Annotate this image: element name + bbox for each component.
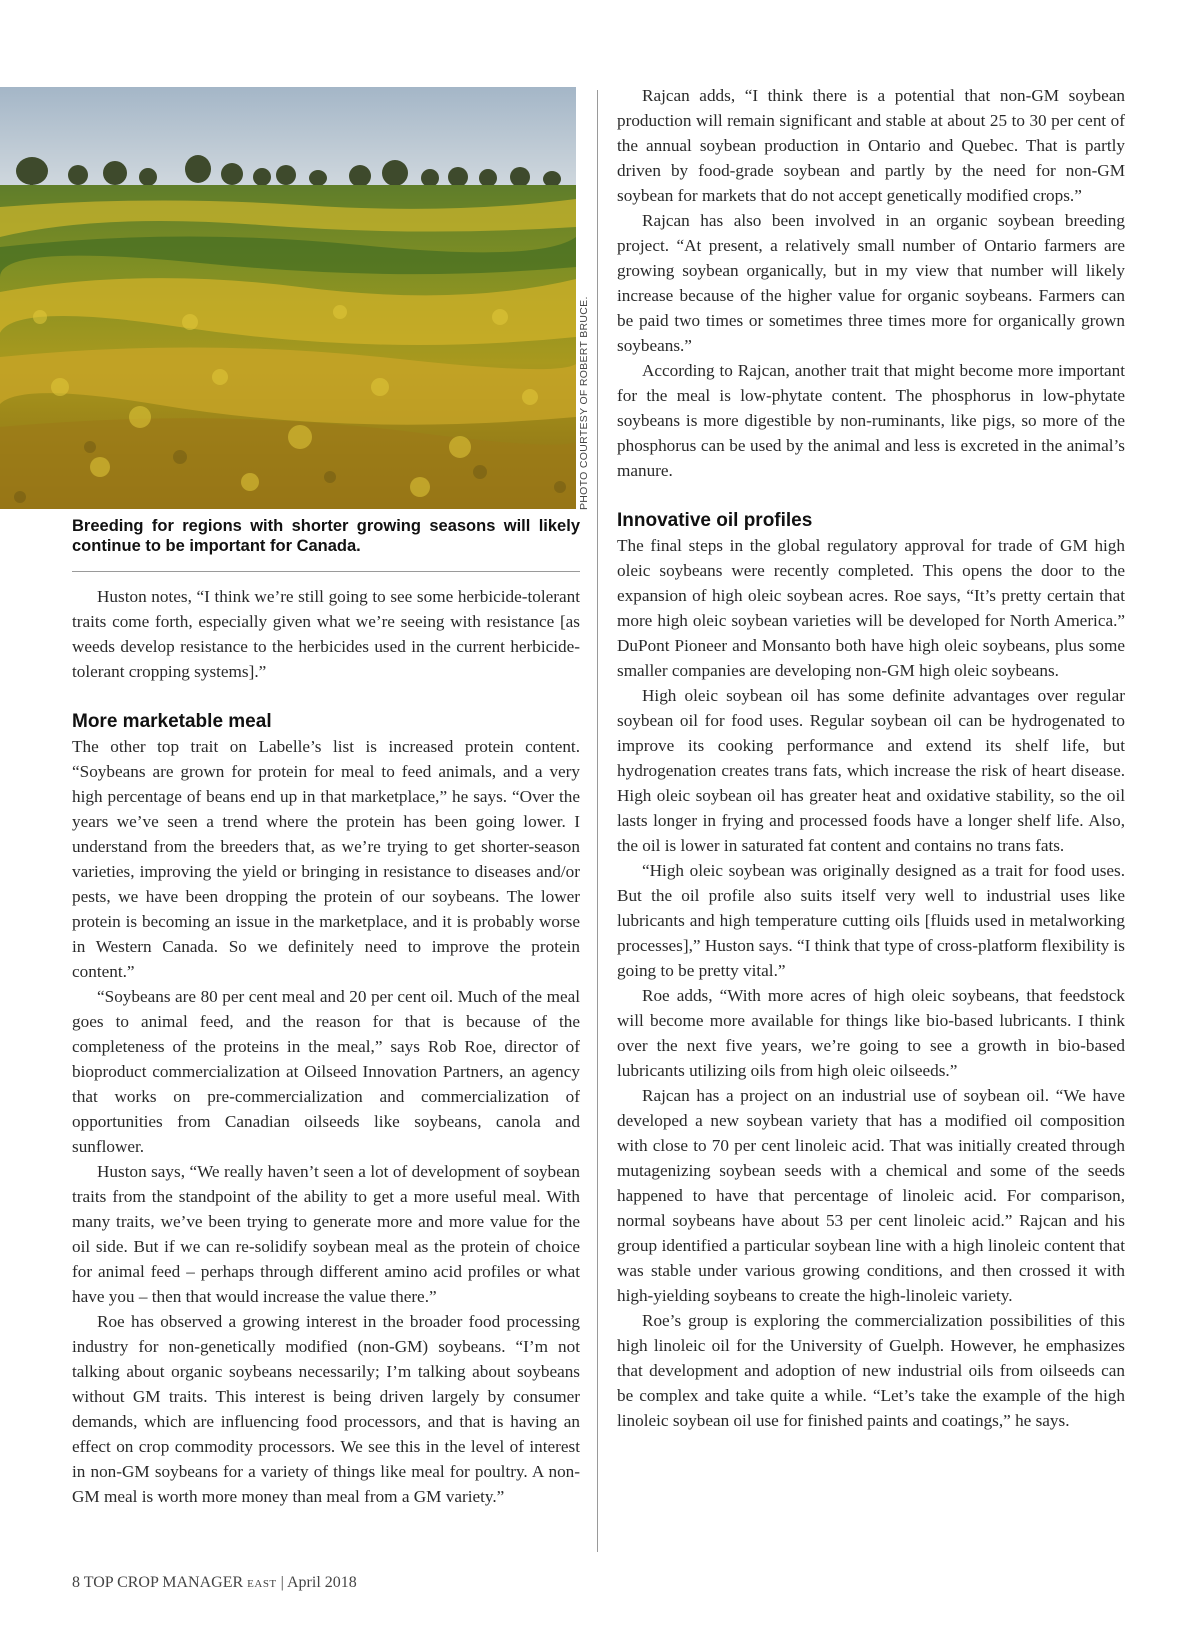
left-paragraph-4: Huston says, “We really haven’t seen a lot of development of soybean traits from the standpoint of the ability to get a more useful meal. With many traits, we’ve been trying to generate more and more value for the oil side. But if we can re-solidify soybean meal as the protein of choice for animal feed – perhaps through different amino acid profiles or what have you – then that would increase the value there.” — [72, 1162, 580, 1306]
issue-date: April 2018 — [286, 1574, 357, 1591]
right-paragraph-8: Rajcan has a project on an industrial use of soybean oil. “We have developed a new soybean variety that has a modified oil composition with close to 70 per cent linoleic acid. That was initially created through mutagenizing soybean seeds with a chemical and some of the seeds happened to have that percentage of linoleic acid. For comparison, normal soybeans have about 53 per cent linoleic acid.” Rajcan and his group identified a particular soybean line with a high linoleic content that was stable under various growing conditions, and then crossed it with high-yielding soybeans to create the high-linoleic variety. — [617, 1086, 1125, 1305]
left-paragraph-3: “Soybeans are 80 per cent meal and 20 per cent oil. Much of the meal goes to animal feed, and the reason for that is because of the completeness of the proteins in the meal,” says Rob Roe, director of bioproduct commercialization at Oilseed Innovation Partners, an agency that works on pre-commercialization and commercialization of opportunities from Canadian oilseeds like soybeans, canola and sunflower. — [72, 987, 580, 1156]
caption-divider — [72, 571, 580, 572]
right-column — [617, 83, 1125, 1433]
right-paragraph-4: The final steps in the global regulatory approval for trade of GM high oleic soybeans were recently completed. This opens the door to the expansion of high oleic soybean acres. Roe says, “It’s pretty certain that more high oleic soybean varieties will be developed for North America.” DuPont Pioneer and Monsanto both have high oleic soybeans, plus some smaller companies are developing non-GM high oleic soybeans. — [617, 536, 1125, 680]
photo-credit: PHOTO COURTESY OF ROBERT BRUCE. — [578, 296, 590, 510]
left-column — [72, 584, 580, 1509]
right-paragraph-9: Roe’s group is exploring the commercialization possibilities of this high linoleic oil for the University of Guelph. However, he emphasizes that development and adoption of new industrial oils from oilseeds can be complex and take quite a while. “Let’s take the example of the high linoleic soybean oil use for finished paints and coatings,” he says. — [617, 1311, 1125, 1430]
right-paragraph-7: Roe adds, “With more acres of high oleic soybeans, that feedstock will become more available for things like bio-based lubricants. I think over the next five years, we’re going to see a growth in bio-based lubricants utilizing oils from high oleic oilseeds.” — [617, 986, 1125, 1080]
heading-innovative-oil-profiles: Innovative oil profiles — [617, 510, 813, 531]
right-paragraph-5: High oleic soybean oil has some definite advantages over regular soybean oil for food uses. Regular soybean oil can be hydrogenated to improve its cooking performance and extend its shelf life, but hydrogenation creates trans fats, which increase the risk of heart disease. High oleic soybean oil has greater heat and oxidative stability, so the oil lasts longer in frying and processed foods have a longer shelf life. Also, the oil is lower in saturated fat content and contains no trans fats. — [617, 686, 1125, 855]
right-paragraph-3: According to Rajcan, another trait that might become more important for the meal is low-phytate content. The phosphorus in low-phytate soybeans is more digestible by non-ruminants, like pigs, so more of the phosphorus can be used by the animal and less is excreted in the animal’s manure. — [617, 361, 1125, 480]
section-gap — [617, 483, 1125, 508]
left-paragraph-2: The other top trait on Labelle’s list is increased protein content. “Soybeans are grown for protein for meal to feed animals, and a very high percentage of beans end up in that marketplace,” he says. “Over the years we’ve seen a trend where the protein has been going lower. I understand from the breeders that, as we’re trying to get shorter-season varieties, improving the yield or bringing in resistance to diseases and/or pests, we have been dropping the protein of our soybeans. The lower protein is becoming an issue in the marketplace, and it is probably worse in Western Canada. So we definitely need to improve the protein content.” — [72, 737, 580, 981]
photo-caption: Breeding for regions with shorter growing seasons will likely continue to be important for Canada. — [72, 517, 580, 555]
publication-name: TOP CROP MANAGER — [83, 1574, 244, 1591]
soybean-field-illustration — [0, 87, 576, 509]
footer-separator: | — [280, 1574, 284, 1591]
publication-edition: EAST — [247, 1578, 277, 1590]
left-paragraph-1: Huston notes, “I think we’re still going to see some herbicide-tolerant traits come forth, especially given what we’re seeing with resistance [as weeds develop resistance to the herbicides used in the current herbicide-tolerant cropping systems].” — [72, 587, 580, 681]
page-number: 8 — [72, 1574, 80, 1591]
page-footer — [72, 1574, 357, 1592]
soybean-field-photo — [0, 87, 576, 509]
section-gap — [72, 684, 580, 709]
right-paragraph-2: Rajcan has also been involved in an organic soybean breeding project. “At present, a relatively small number of Ontario farmers are growing soybean organically, but in my view that number will likely increase because of the higher value for organic soybeans. Farmers can be paid two times or sometimes three times more for organically grown soybeans.” — [617, 211, 1125, 355]
right-paragraph-1: Rajcan adds, “I think there is a potential that non-GM soybean production will remain significant and stable at about 25 to 30 per cent of the annual soybean production in Ontario and Quebec. That is partly driven by food-grade soybean and partly by the need for non-GM soybean for markets that do not accept genetically modified crops.” — [617, 86, 1125, 205]
right-paragraph-6: “High oleic soybean was originally designed as a trait for food uses. But the oil profile also suits itself very well to industrial uses like lubricants and high temperature cutting oils [fluids used in metalworking processes],” Huston says. “I think that type of cross-platform flexibility is going to be pretty vital.” — [617, 861, 1125, 980]
left-paragraph-5: Roe has observed a growing interest in the broader food processing industry for non-genetically modified (non-GM) soybeans. “I’m not talking about organic soybeans necessarily; I’m talking about soybeans without GM traits. This interest is being driven largely by consumer demands, which are influencing food processors, and that is having an effect on crop commodity processors. We see this in the level of interest in non-GM soybeans for a variety of things like meal for poultry. A non-GM meal is worth more money than meal from a GM variety.” — [72, 1312, 580, 1506]
heading-more-marketable-meal: More marketable meal — [72, 711, 272, 732]
column-divider — [597, 90, 598, 1552]
